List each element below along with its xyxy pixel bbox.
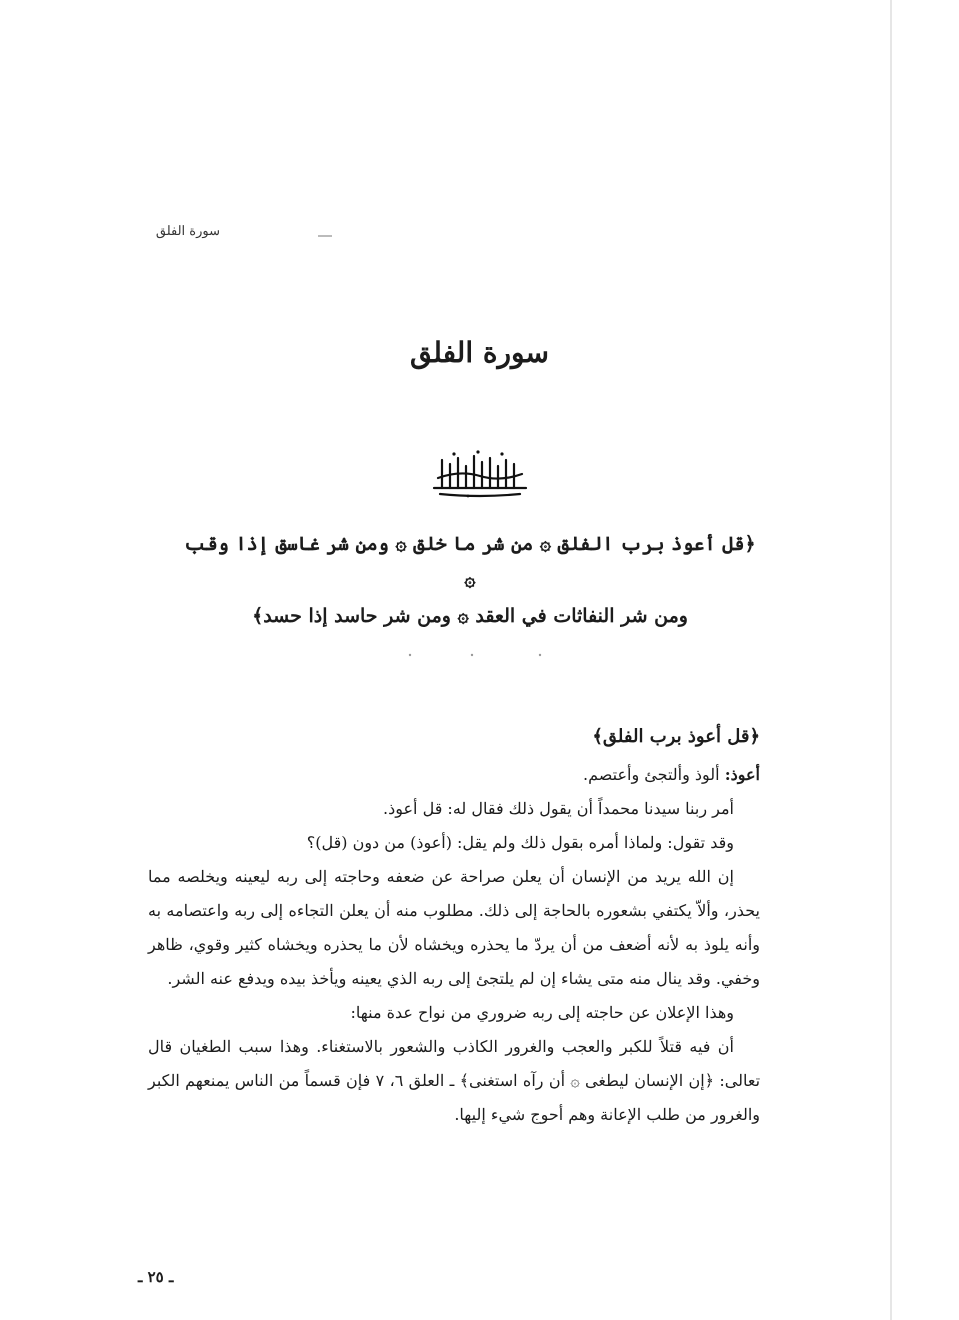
running-header: سورة الفلق [155,224,220,239]
definition-line [148,758,760,792]
page-number: ـ ٢٥ ـ [138,1268,174,1286]
page-title: سورة الفلق [410,336,549,369]
section-subheading: ﴿قل أعوذ برب الفلق﴾ [592,726,760,747]
paragraph-5: أن فيه قتلاً للكبر والعجب والغرور الكاذب والشعور بالاستغناء. وهذا سبب الطغيان قال تعالى: ﴿إن الإنسان ليطغى ۞ أن رآه استغنى﴾ ـ العلق ٦، ٧ فإن قسماً من الناس يمنعهم الكبر والغرور من طلب الإعانة وهم أحوج شيء إليها. [148,1037,761,1124]
definition-term: أعوذ: [724,765,760,784]
page-edge-line [890,0,892,1320]
paragraph-4: وهذا الإعلان عن حاجته إلى ربه ضروري من نواح عدة منها: [350,1003,734,1022]
quran-verses [180,526,760,634]
separator-dots [400,650,560,660]
definition-text: ألوذ وألتجئ وأعتصم. [583,765,725,784]
header-dash [318,235,332,237]
commentary-body [148,720,760,1132]
paragraph-3: إن الله يريد من الإنسان أن يعلن صراحة عن ضعفه وحاجته إلى ربه ليعينه ويخلصه مما يحذر، وألاّ يكتفي بشعوره بالحاجة إلى ذلك. مطلوب منه أن يعلن التجاءه إلى ربه واعتصامه به وأنه يلوذ به لأنه أضعف من أن يردّ ما يحذره ويخشاه لأن ما يحذره ويخشاه كثير وقوي، ظاهر وخفي. وقد ينال منه متى يشاء إن لم يلتجئ إلى ربه الذي يعينه ويأخذ بيده ويدفع عنه الشر. [148,867,760,988]
paragraph-1: أمر ربنا سيدنا محمداً أن يقول ذلك فقال له: قل أعوذ. [383,799,734,818]
verse-line-2: ومن شر النفاثات في العقد ۞ ومن شر حاسد إذا حسد﴾ [252,605,688,627]
basmala-calligraphy [420,448,540,498]
verse-line-1: ﴿قل أعوذ برب الفلق ۞ من شر ما خلق ۞ ومن شر غاسق إذا وقب ۞ [184,533,756,591]
paragraph-2: وقد تقول: ولماذا أمره بقول ذلك ولم يقل: (أعوذ) من دون (قل)؟ [306,833,734,852]
